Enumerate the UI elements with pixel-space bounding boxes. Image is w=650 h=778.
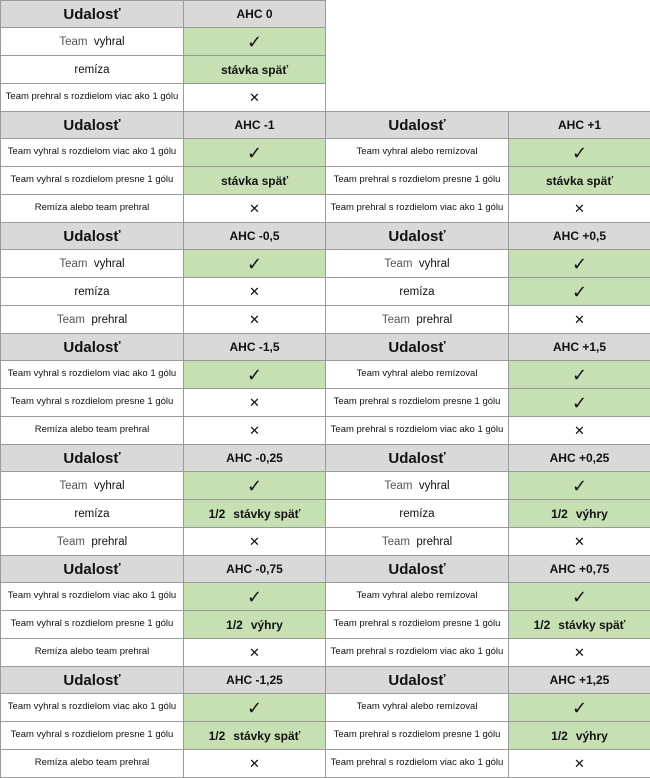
event-header: Udalosť [1,445,184,472]
outcome-text: Team vyhral s rozdielom viac ako 1 gólu [8,368,176,379]
ahc-header: AHC +1,25 [509,667,650,694]
outcome-text: Team prehral s rozdielom viac ako 1 gólu [331,646,504,657]
table-row [326,306,650,334]
outcome-label [1,250,184,278]
outcome-text: remíza [74,508,109,520]
checkmark-icon: ✓ [247,698,262,718]
table-row [1,56,326,84]
outcome-text: Team vyhral s rozdielom presne 1 gólu [11,174,174,185]
result-cell [184,583,326,611]
event-header: Udalosť [1,112,184,139]
result-cell [184,250,326,278]
result-cell [509,500,650,528]
result-cell [184,417,326,445]
outcome-text: Team prehral s rozdielom presne 1 gólu [334,174,501,185]
table-row [326,472,650,500]
outcome-text: remíza [74,286,109,298]
team-word: Team [57,536,85,548]
table-row [326,389,650,417]
table-header [326,667,650,694]
result-cell [509,611,650,639]
checkmark-icon: ✓ [247,32,262,52]
table-row [326,694,650,722]
outcome-label [1,694,184,722]
checkmark-icon: ✓ [572,476,587,496]
outcome-text: Team prehral s rozdielom viac ako 1 gólu [331,757,504,768]
table-row [326,139,650,167]
table-header [1,445,326,472]
table-row [1,195,326,223]
event-header: Udalosť [1,223,184,250]
table-row [326,361,650,389]
table-row [1,472,326,500]
cross-icon: ✕ [574,534,585,549]
outcome-label [1,417,184,445]
result-text: stávka späť [546,174,613,188]
event-header: Udalosť [1,556,184,583]
outcome-label [326,500,509,528]
ahc-table [0,111,326,223]
ahc-header: AHC -1,25 [184,667,326,694]
outcome-text: prehral [416,314,452,326]
table-row [1,639,326,667]
outcome-label [326,167,509,195]
result-cell [509,722,650,750]
outcome-label [1,528,184,556]
cross-icon: ✕ [249,201,260,216]
checkmark-icon: ✓ [247,587,262,607]
cross-icon: ✕ [249,534,260,549]
outcome-text: vyhral [94,258,125,270]
outcome-text: prehral [91,314,127,326]
cross-icon: ✕ [574,201,585,216]
result-text: výhry [251,618,283,632]
table-row [1,583,326,611]
table-header [1,556,326,583]
outcome-text: Team vyhral alebo remízoval [357,590,478,601]
outcome-label [1,139,184,167]
outcome-text: remíza [74,64,109,76]
ahc-header: AHC +0,5 [509,223,650,250]
outcome-label [326,694,509,722]
outcome-label [1,472,184,500]
fraction-label: 1/2 [534,618,551,632]
table-row [1,611,326,639]
outcome-label [326,639,509,667]
outcome-label [1,306,184,334]
result-cell [509,195,650,223]
result-cell [184,361,326,389]
table-header [1,112,326,139]
result-cell [509,306,650,334]
table-row [326,250,650,278]
ahc-table [325,222,650,334]
table-row [326,639,650,667]
result-cell [184,195,326,223]
ahc-table [325,666,650,778]
outcome-text: Remíza alebo team prehral [35,202,150,213]
outcome-text: prehral [91,536,127,548]
result-cell [184,139,326,167]
result-cell [509,528,650,556]
fraction-label: 1/2 [226,618,243,632]
team-word: Team [384,258,412,270]
table-row [1,28,326,56]
table-row [1,167,326,195]
checkmark-icon: ✓ [247,143,262,163]
result-cell [509,167,650,195]
event-header: Udalosť [1,1,184,28]
table-row [1,84,326,112]
result-cell [509,278,650,306]
table-header [1,1,326,28]
cross-icon: ✕ [249,312,260,327]
checkmark-icon: ✓ [572,254,587,274]
ahc-table [325,555,650,667]
outcome-label [326,750,509,778]
table-header [326,445,650,472]
table-row [326,417,650,445]
ahc-table [0,444,326,556]
table-header [326,223,650,250]
result-cell [184,472,326,500]
outcome-label [326,195,509,223]
table-row [326,528,650,556]
checkmark-icon: ✓ [572,393,587,413]
outcome-label [1,722,184,750]
ahc-header: AHC +0,25 [509,445,650,472]
cross-icon: ✕ [249,645,260,660]
outcome-text: Team vyhral s rozdielom viac ako 1 gólu [8,590,176,601]
team-word: Team [59,36,87,48]
result-cell [184,167,326,195]
ahc-header: AHC 0 [184,1,326,28]
cross-icon: ✕ [574,423,585,438]
event-header: Udalosť [1,334,184,361]
outcome-label [326,417,509,445]
table-row [1,722,326,750]
outcome-label [1,361,184,389]
outcome-text: Team vyhral alebo remízoval [357,368,478,379]
cross-icon: ✕ [249,395,260,410]
result-text: stávka späť [221,63,288,77]
event-header: Udalosť [326,667,509,694]
cross-icon: ✕ [249,90,260,105]
table-row [326,583,650,611]
ahc-header: AHC -0,25 [184,445,326,472]
outcome-text: Remíza alebo team prehral [35,757,150,768]
outcome-text: vyhral [94,480,125,492]
outcome-label [1,278,184,306]
outcome-label [1,611,184,639]
outcome-text: Team prehral s rozdielom viac ako 1 gólu [331,424,504,435]
outcome-label [1,56,184,84]
table-header [1,667,326,694]
table-header [1,223,326,250]
outcome-text: vyhral [419,258,450,270]
outcome-text: Team prehral s rozdielom presne 1 gólu [334,729,501,740]
outcome-text: Team vyhral s rozdielom viac ako 1 gólu [8,146,176,157]
result-cell [184,528,326,556]
fraction-label: 1/2 [551,507,568,521]
table-row [326,750,650,778]
checkmark-icon: ✓ [572,282,587,302]
outcome-text: Team vyhral s rozdielom viac ako 1 gólu [8,701,176,712]
outcome-label [1,28,184,56]
team-word: Team [382,314,410,326]
table-row [1,417,326,445]
result-cell [184,694,326,722]
table-row [1,528,326,556]
ahc-table [325,333,650,445]
table-row [326,722,650,750]
cross-icon: ✕ [249,423,260,438]
outcome-text: Team prehral s rozdielom viac ako 1 gólu [6,91,179,102]
result-text: výhry [576,507,608,521]
result-cell [184,56,326,84]
outcome-label [1,84,184,112]
ahc-header: AHC -0,5 [184,223,326,250]
ahc-table [325,111,650,223]
ahc-table [0,222,326,334]
table-row [1,389,326,417]
outcome-text: Team vyhral s rozdielom presne 1 gólu [11,729,174,740]
checkmark-icon: ✓ [247,365,262,385]
event-header: Udalosť [326,223,509,250]
result-cell [509,139,650,167]
ahc-table [0,555,326,667]
outcome-text: Team prehral s rozdielom presne 1 gólu [334,618,501,629]
result-cell [184,84,326,112]
checkmark-icon: ✓ [572,143,587,163]
outcome-text: Team vyhral s rozdielom presne 1 gólu [11,618,174,629]
outcome-text: vyhral [94,36,125,48]
event-header: Udalosť [326,445,509,472]
table-row [326,278,650,306]
table-row [326,195,650,223]
table-row [326,500,650,528]
team-word: Team [59,480,87,492]
outcome-label [1,500,184,528]
fraction-label: 1/2 [209,729,226,743]
outcome-text: Remíza alebo team prehral [35,424,150,435]
ahc-table [0,666,326,778]
event-header: Udalosť [1,667,184,694]
outcome-label [326,250,509,278]
outcome-text: Team vyhral s rozdielom presne 1 gólu [11,396,174,407]
result-text: stávky späť [233,507,300,521]
table-row [1,306,326,334]
result-cell [184,611,326,639]
outcome-text: vyhral [419,480,450,492]
result-cell [184,278,326,306]
outcome-label [1,583,184,611]
table-row [1,361,326,389]
checkmark-icon: ✓ [247,254,262,274]
ahc-header: AHC -1 [184,112,326,139]
result-cell [509,694,650,722]
ahc-table [0,0,326,112]
table-row [1,750,326,778]
outcome-label [326,583,509,611]
outcome-label [1,389,184,417]
result-cell [509,361,650,389]
outcome-label [326,611,509,639]
result-cell [509,472,650,500]
cross-icon: ✕ [574,756,585,771]
result-text: výhry [576,729,608,743]
table-row [1,278,326,306]
cross-icon: ✕ [574,312,585,327]
outcome-label [326,472,509,500]
team-word: Team [57,314,85,326]
ahc-header: AHC -0,75 [184,556,326,583]
result-cell [509,250,650,278]
checkmark-icon: ✓ [572,698,587,718]
checkmark-icon: ✓ [247,476,262,496]
fraction-label: 1/2 [551,729,568,743]
cross-icon: ✕ [249,756,260,771]
outcome-text: Team prehral s rozdielom presne 1 gólu [334,396,501,407]
ahc-header: AHC -1,5 [184,334,326,361]
outcome-label [326,361,509,389]
outcome-label [326,722,509,750]
result-text: stávky späť [558,618,625,632]
outcome-label [1,167,184,195]
result-cell [184,306,326,334]
table-row [1,139,326,167]
result-cell [184,500,326,528]
ahc-header: AHC +1,5 [509,334,650,361]
result-text: stávka späť [221,174,288,188]
cross-icon: ✕ [574,645,585,660]
outcome-label [326,389,509,417]
event-header: Udalosť [326,112,509,139]
ahc-header: AHC +1 [509,112,650,139]
result-cell [509,583,650,611]
team-word: Team [384,480,412,492]
table-header [326,556,650,583]
outcome-label [326,139,509,167]
event-header: Udalosť [326,556,509,583]
table-row [326,167,650,195]
outcome-text: remíza [399,508,434,520]
outcome-text: Team vyhral alebo remízoval [357,701,478,712]
checkmark-icon: ✓ [572,365,587,385]
result-cell [509,750,650,778]
outcome-text: Team vyhral alebo remízoval [357,146,478,157]
ahc-table [325,444,650,556]
table-row [326,611,650,639]
outcome-text: Remíza alebo team prehral [35,646,150,657]
result-cell [184,28,326,56]
outcome-text: remíza [399,286,434,298]
checkmark-icon: ✓ [572,587,587,607]
outcome-label [326,528,509,556]
result-cell [184,722,326,750]
fraction-label: 1/2 [209,507,226,521]
outcome-label [1,195,184,223]
outcome-text: prehral [416,536,452,548]
table-row [1,500,326,528]
cross-icon: ✕ [249,284,260,299]
result-cell [184,389,326,417]
outcome-text: Team prehral s rozdielom viac ako 1 gólu [331,202,504,213]
result-cell [509,639,650,667]
table-header [326,334,650,361]
result-cell [509,389,650,417]
outcome-label [326,306,509,334]
ahc-table [0,333,326,445]
ahc-header: AHC +0,75 [509,556,650,583]
table-header [326,112,650,139]
event-header: Udalosť [326,334,509,361]
table-header [1,334,326,361]
outcome-label [326,278,509,306]
team-word: Team [59,258,87,270]
table-row [1,250,326,278]
outcome-label [1,639,184,667]
team-word: Team [382,536,410,548]
outcome-label [1,750,184,778]
result-cell [184,750,326,778]
table-row [1,694,326,722]
result-text: stávky späť [233,729,300,743]
result-cell [509,417,650,445]
result-cell [184,639,326,667]
